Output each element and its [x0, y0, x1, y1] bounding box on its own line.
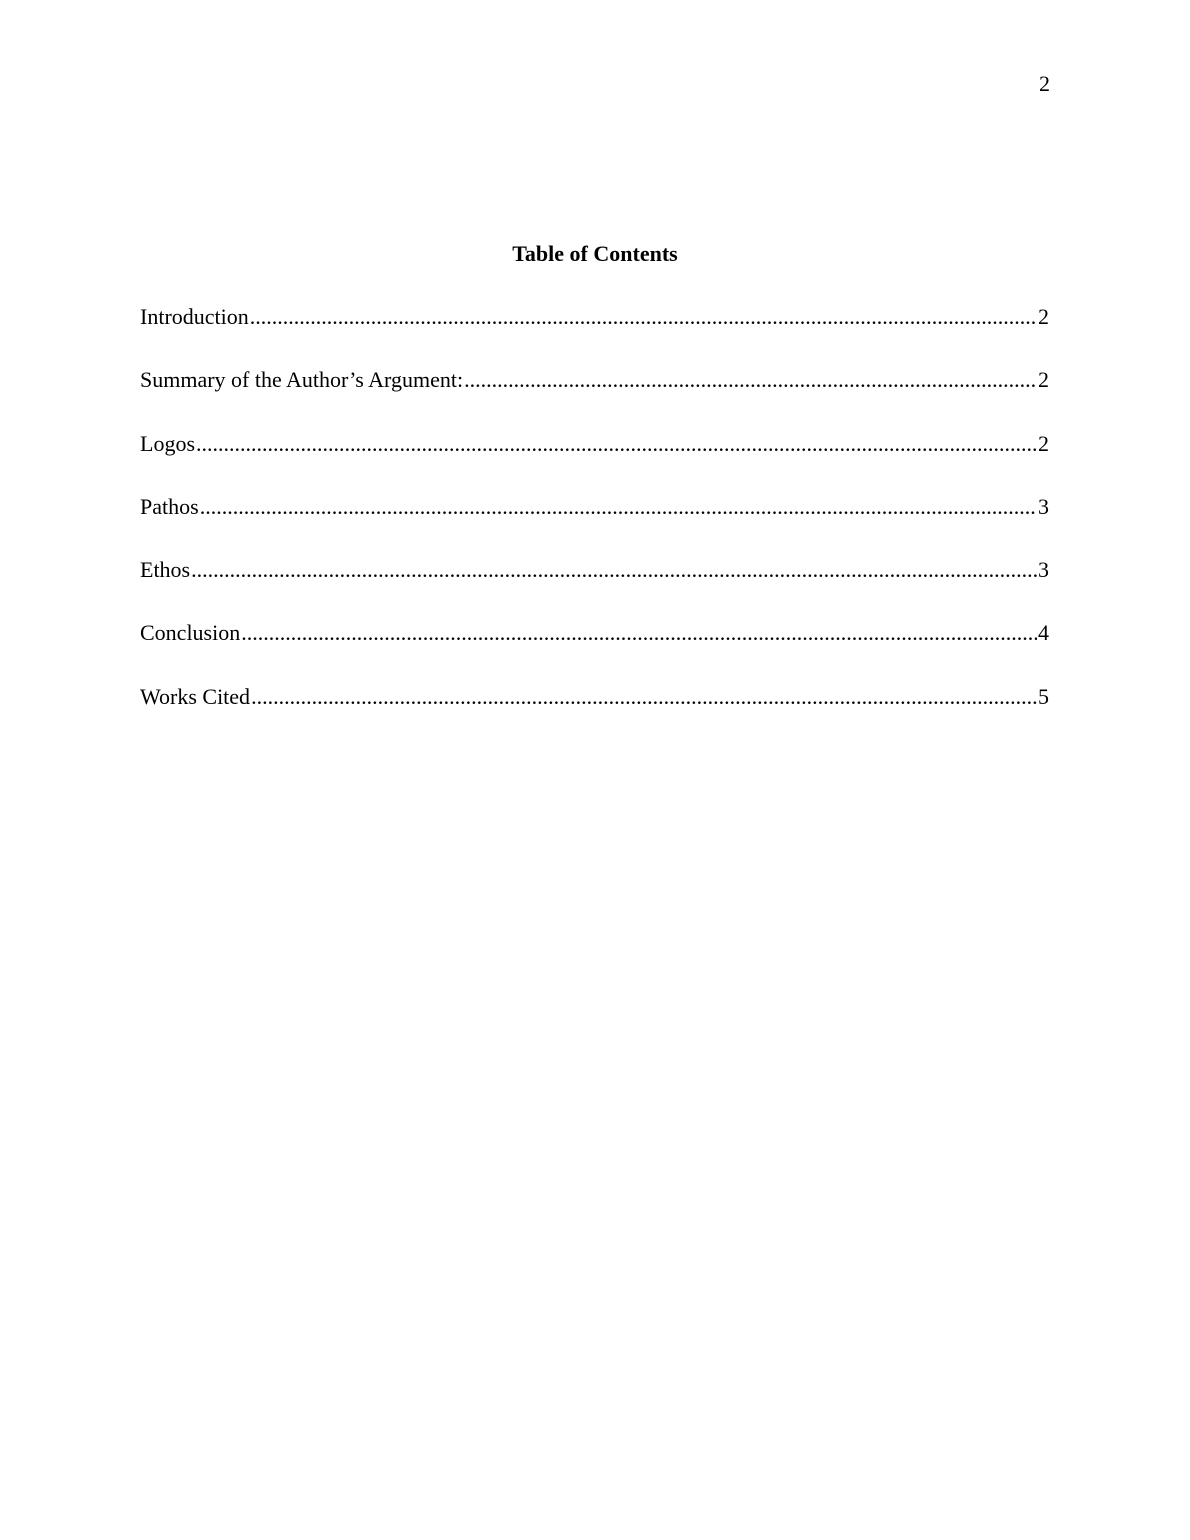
toc-entry-label: Introduction: [140, 304, 249, 329]
toc-title: Table of Contents: [512, 241, 678, 266]
toc-entry-label: Pathos: [140, 493, 199, 519]
toc-entry-conclusion[interactable]: [140, 619, 1049, 682]
toc-entry-label: Ethos: [140, 557, 191, 583]
dot-leader: [241, 619, 1037, 647]
table-of-contents: [140, 303, 1049, 746]
dot-leader: [250, 303, 1037, 331]
page-number: 2: [1039, 71, 1050, 96]
toc-entry-summary[interactable]: [140, 366, 1049, 429]
dot-leader: [464, 366, 1037, 394]
toc-entry-page: 5: [1038, 683, 1049, 709]
toc-entry-ethos[interactable]: [140, 556, 1049, 619]
toc-entry-pathos[interactable]: [140, 493, 1049, 556]
dot-leader: [196, 430, 1037, 458]
dot-leader: [200, 493, 1037, 521]
toc-entry-label: Logos: [140, 430, 195, 456]
toc-entry-label: Works Cited: [140, 683, 251, 709]
toc-entry-introduction[interactable]: [140, 303, 1049, 366]
toc-entry-works-cited[interactable]: [140, 683, 1049, 746]
toc-entry-page: 2: [1038, 367, 1049, 393]
toc-entry-label: Conclusion: [140, 620, 241, 646]
toc-entry-page: 4: [1038, 620, 1049, 646]
dot-leader: [191, 556, 1037, 584]
toc-entry-label: Summary of the Author’s Argument:: [140, 367, 464, 393]
toc-entry-page: 3: [1038, 557, 1049, 583]
toc-entry-page: 3: [1038, 493, 1049, 519]
toc-entry-page: 2: [1038, 430, 1049, 456]
toc-entry-page: 2: [1038, 304, 1049, 329]
dot-leader: [251, 683, 1037, 711]
toc-entry-logos[interactable]: [140, 430, 1049, 493]
